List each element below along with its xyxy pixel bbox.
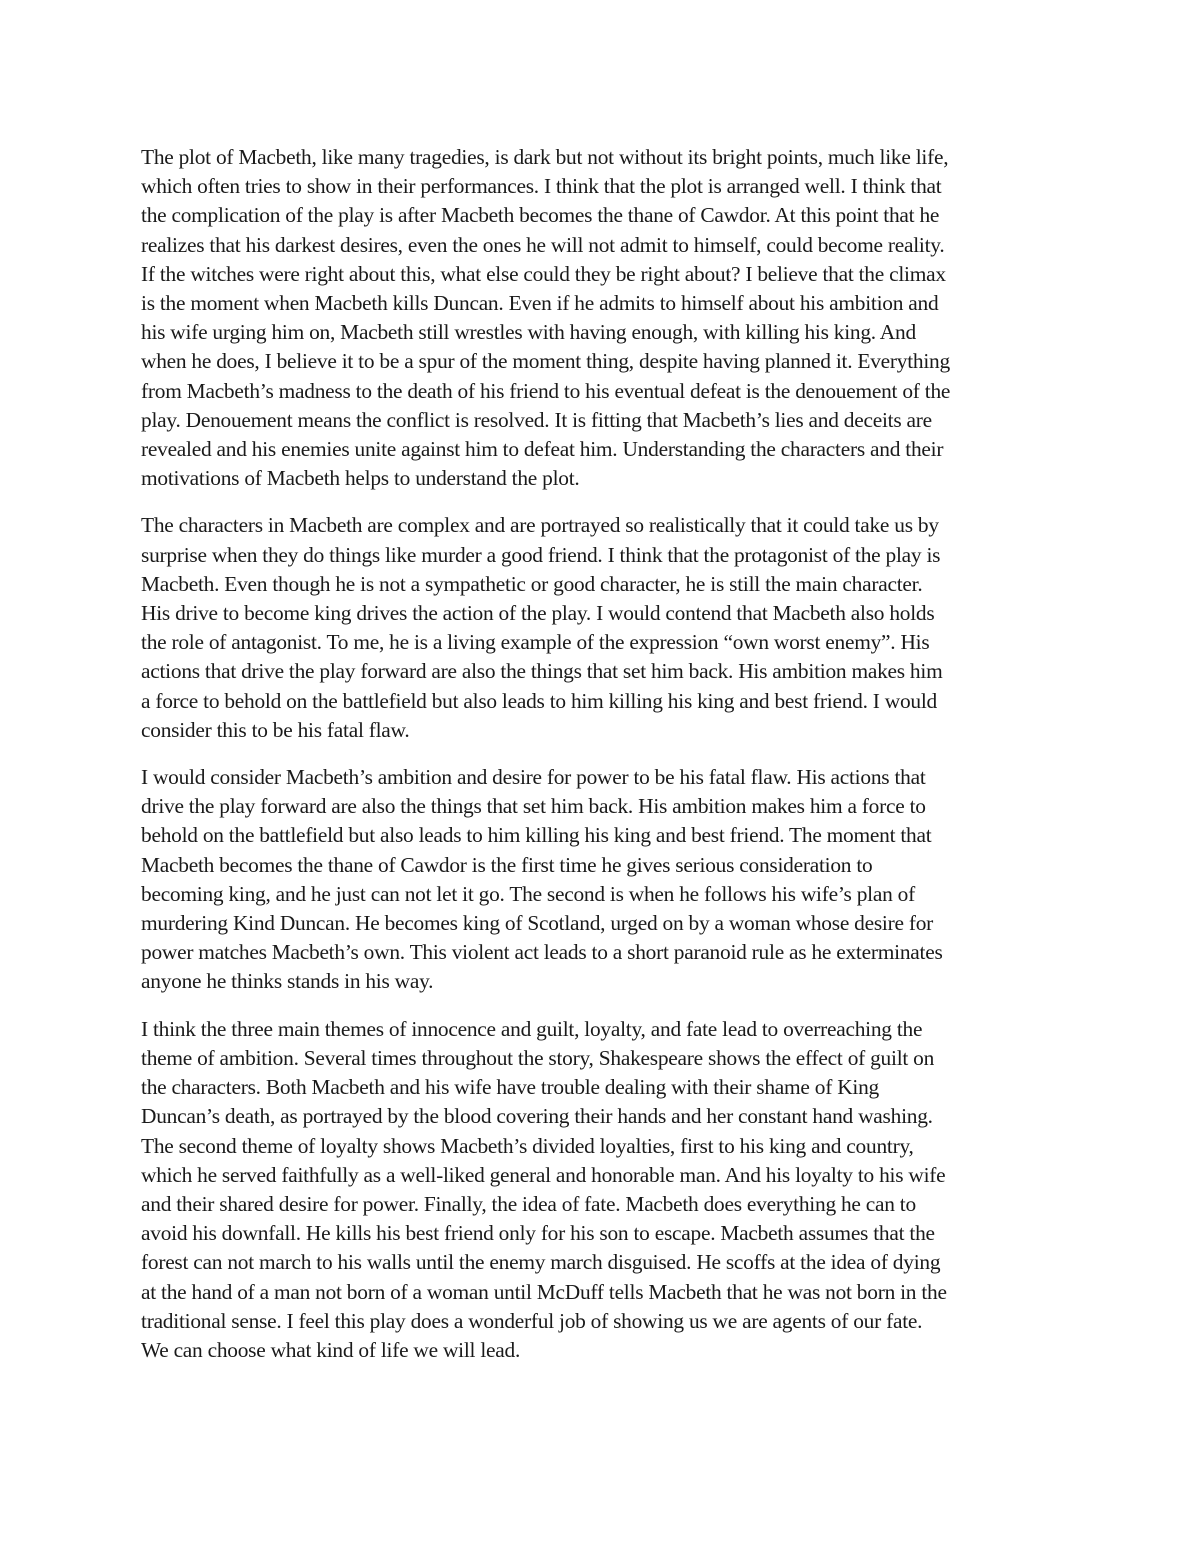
document-body: [141, 143, 1061, 1383]
text-line: forest can not march to his walls until the enemy march disguised. He scoffs at the idea of dying: [141, 1250, 941, 1275]
text-line: I think the three main themes of innocence and guilt, loyalty, and fate lead to overreaching the: [141, 1016, 923, 1041]
text-line: consider this to be his fatal flaw.: [141, 717, 410, 742]
text-line: becoming king, and he just can not let it go. The second is when he follows his wife’s plan of: [141, 881, 915, 906]
text-line: avoid his downfall. He kills his best friend only for his son to escape. Macbeth assumes that the: [141, 1221, 935, 1246]
paragraph-characters: [141, 511, 1061, 745]
text-line: actions that drive the play forward are also the things that set him back. His ambition makes him: [141, 659, 943, 684]
text-line: theme of ambition. Several times throughout the story, Shakespeare shows the effect of guilt on: [141, 1045, 935, 1070]
text-line: His drive to become king drives the action of the play. I would contend that Macbeth also holds: [141, 601, 935, 626]
text-line: when he does, I believe it to be a spur of the moment thing, despite having planned it. Everything: [141, 349, 950, 374]
text-line: play. Denouement means the conflict is resolved. It is fitting that Macbeth’s lies and deceits are: [141, 407, 932, 432]
text-line: the role of antagonist. To me, he is a living example of the expression “own worst enemy”. His: [141, 630, 930, 655]
text-line: is the moment when Macbeth kills Duncan. Even if he admits to himself about his ambition and: [141, 291, 939, 316]
text-line: motivations of Macbeth helps to understand the plot.: [141, 466, 580, 491]
text-line: The plot of Macbeth, like many tragedies, is dark but not without its bright points, much like life,: [141, 145, 949, 169]
paragraph-themes: [141, 1015, 1061, 1365]
text-line: The second theme of loyalty shows Macbeth’s divided loyalties, first to his king and country,: [141, 1133, 914, 1158]
text-line: which he served faithfully as a well-liked general and honorable man. And his loyalty to his wife: [141, 1162, 946, 1187]
text-line: realizes that his darkest desires, even the ones he will not admit to himself, could become reality.: [141, 232, 945, 257]
text-line: Macbeth. Even though he is not a sympathetic or good character, he is still the main character.: [141, 571, 923, 596]
text-line: anyone he thinks stands in his way.: [141, 969, 434, 994]
text-line: traditional sense. I feel this play does a wonderful job of showing us we are agents of our fate.: [141, 1308, 923, 1333]
text-line: and their shared desire for power. Finally, the idea of fate. Macbeth does everything he can to: [141, 1191, 916, 1216]
paragraph-plot: [141, 143, 1061, 493]
text-line: I would consider Macbeth’s ambition and desire for power to be his fatal flaw. His actions that: [141, 765, 926, 790]
text-line: his wife urging him on, Macbeth still wrestles with having enough, with killing his king. And: [141, 320, 916, 345]
text-line: Duncan’s death, as portrayed by the blood covering their hands and her constant hand washing.: [141, 1104, 933, 1129]
text-line: If the witches were right about this, what else could they be right about? I believe that the climax: [141, 261, 946, 286]
paragraph-fatal-flaw: [141, 763, 1061, 997]
text-line: murdering Kind Duncan. He becomes king of Scotland, urged on by a woman whose desire for: [141, 911, 934, 936]
text-line: from Macbeth’s madness to the death of his friend to his eventual defeat is the denouement of the: [141, 378, 951, 403]
text-line: behold on the battlefield but also leads to him killing his king and best friend. The moment that: [141, 823, 932, 848]
text-line: the characters. Both Macbeth and his wife have trouble dealing with their shame of King: [141, 1075, 879, 1100]
text-line: revealed and his enemies unite against him to defeat him. Understanding the characters and their: [141, 437, 944, 462]
text-line: Macbeth becomes the thane of Cawdor is the first time he gives serious consideration to: [141, 852, 873, 877]
text-line: which often tries to show in their performances. I think that the plot is arranged well. I think that: [141, 174, 942, 199]
text-line: drive the play forward are also the things that set him back. His ambition makes him a force to: [141, 794, 926, 819]
text-line: The characters in Macbeth are complex and are portrayed so realistically that it could take us by: [141, 513, 939, 538]
text-line: power matches Macbeth’s own. This violent act leads to a short paranoid rule as he exterminates: [141, 940, 943, 965]
text-line: surprise when they do things like murder a good friend. I think that the protagonist of the play is: [141, 542, 941, 567]
text-line: We can choose what kind of life we will lead.: [141, 1337, 521, 1362]
text-line: at the hand of a man not born of a woman until McDuff tells Macbeth that he was not born in the: [141, 1279, 947, 1304]
text-line: a force to behold on the battlefield but also leads to him killing his king and best friend. I would: [141, 688, 937, 713]
text-line: the complication of the play is after Macbeth becomes the thane of Cawdor. At this point that he: [141, 203, 940, 228]
